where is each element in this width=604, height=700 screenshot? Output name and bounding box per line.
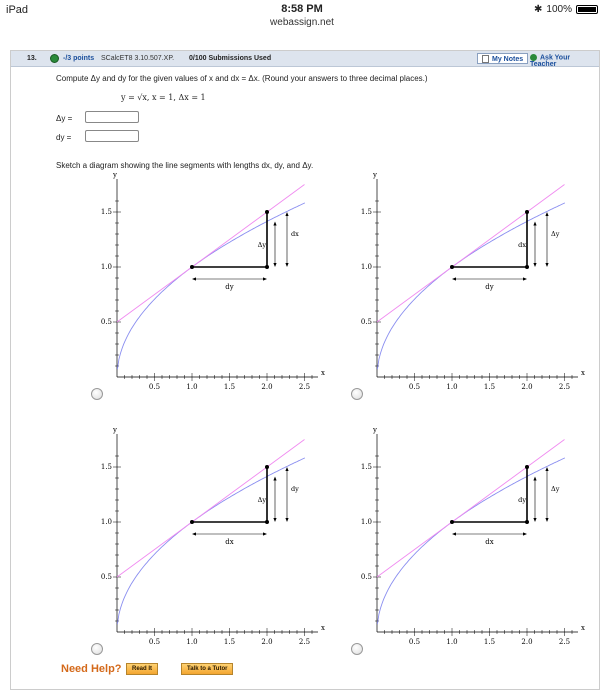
y-axis-label: y <box>373 426 377 434</box>
graph-option-3[interactable] <box>97 426 327 651</box>
outer-label: Δy <box>551 485 560 493</box>
point-top <box>525 210 529 214</box>
x-tick-label: 2.5 <box>298 638 311 646</box>
inner-label: Δy <box>257 241 266 249</box>
x-tick-label: 0.5 <box>148 638 161 646</box>
question-prompt: Compute Δy and dy for the given values of x and dx = Δx. (Round your answers to three decimal places.) <box>56 74 428 83</box>
outer-arrow-head-bottom <box>285 518 288 522</box>
sketch-prompt: Sketch a diagram showing the line segments with lengths dx, dy, and Δy. <box>56 161 314 170</box>
point-corner <box>525 520 529 524</box>
my-notes-button[interactable]: My Notes <box>477 53 528 64</box>
x-tick-label: 0.5 <box>408 383 421 391</box>
y-tick-label: 1.5 <box>100 208 112 216</box>
horizontal-arrow-head-left <box>452 277 456 280</box>
outer-arrow-head-bottom <box>285 263 288 267</box>
x-tick-label: 1.0 <box>186 383 198 391</box>
dy-input[interactable] <box>85 130 139 142</box>
points-label: -/3 points <box>63 55 95 62</box>
x-axis-label: x <box>581 369 585 377</box>
question-panel <box>10 50 600 690</box>
point-corner <box>265 265 269 269</box>
dy-label: dy = <box>56 133 72 142</box>
outer-label: Δy <box>551 230 560 238</box>
point-start <box>450 520 454 524</box>
question-number: 13. <box>27 55 37 62</box>
graph-option-4[interactable] <box>357 426 587 651</box>
y-tick-label: 1.0 <box>100 263 112 271</box>
x-tick-label: 2.0 <box>521 383 533 391</box>
outer-arrow-head-bottom <box>545 518 548 522</box>
outer-arrow-head-bottom <box>545 263 548 267</box>
graph-option-1[interactable] <box>97 171 327 396</box>
inner-label: dy <box>518 496 526 504</box>
battery-icon <box>576 5 598 14</box>
x-axis-label: x <box>321 624 325 632</box>
point-start <box>450 265 454 269</box>
x-tick-label: 2.0 <box>261 383 273 391</box>
inner-arrow-head-top <box>533 221 536 225</box>
y-tick-label: 0.5 <box>360 318 372 326</box>
battery-percent: 100% <box>546 4 572 15</box>
horizontal-label: dx <box>225 538 234 546</box>
x-tick-label: 2.5 <box>558 638 571 646</box>
clock: 8:58 PM <box>281 3 323 15</box>
read-it-button[interactable]: Read It <box>126 663 158 675</box>
y-tick-label: 1.0 <box>360 518 372 526</box>
x-tick-label: 2.5 <box>558 383 571 391</box>
device-label: iPad <box>6 4 29 16</box>
point-start <box>190 520 194 524</box>
y-tick-label: 1.5 <box>360 208 372 216</box>
x-tick-label: 0.5 <box>148 383 161 391</box>
inner-arrow-head-bottom <box>533 518 536 522</box>
horizontal-label: dy <box>225 283 234 291</box>
outer-arrow-head-top <box>285 467 288 471</box>
graph-option-2[interactable] <box>357 171 587 396</box>
inner-arrow-head-top <box>533 476 536 480</box>
y-tick-label: 1.5 <box>360 463 372 471</box>
inner-arrow-head-top <box>273 221 276 225</box>
y-tick-label: 0.5 <box>360 573 372 581</box>
outer-arrow-head-top <box>545 467 548 471</box>
inner-arrow-head-bottom <box>533 263 536 267</box>
x-tick-label: 2.0 <box>261 638 273 646</box>
y-tick-label: 0.5 <box>100 318 112 326</box>
x-axis-label: x <box>321 369 325 377</box>
tangent-line <box>117 440 305 578</box>
inner-arrow-head-top <box>273 476 276 480</box>
sqrt-curve <box>117 203 305 369</box>
url-bar[interactable]: webassign.net <box>270 17 334 28</box>
outer-label: dx <box>291 230 299 238</box>
inner-label: dx <box>518 241 526 249</box>
bluetooth-icon: ✱ <box>534 4 543 15</box>
sqrt-curve <box>377 203 565 369</box>
outer-arrow-head-top <box>285 212 288 216</box>
question-header <box>11 51 599 67</box>
horizontal-arrow-head-right <box>263 532 267 535</box>
need-help-label: Need Help? <box>61 663 122 675</box>
x-tick-label: 0.5 <box>408 638 421 646</box>
y-tick-label: 1.0 <box>360 263 372 271</box>
horizontal-arrow-head-left <box>192 277 196 280</box>
horizontal-arrow-head-left <box>452 532 456 535</box>
y-axis-label: y <box>113 171 117 179</box>
delta-y-label: Δy = <box>56 114 73 123</box>
x-tick-label: 1.5 <box>223 638 236 646</box>
delta-y-input[interactable] <box>85 111 139 123</box>
point-top <box>265 210 269 214</box>
horizontal-arrow-head-right <box>263 277 267 280</box>
sqrt-curve <box>377 458 565 624</box>
sqrt-curve <box>117 458 305 624</box>
point-start <box>190 265 194 269</box>
horizontal-label: dy <box>485 283 494 291</box>
y-tick-label: 0.5 <box>100 573 112 581</box>
status-dot-icon <box>50 54 59 63</box>
submissions-used: 0/100 Submissions Used <box>189 55 272 62</box>
given-formula: y = √x, x = 1, Δx = 1 <box>121 93 206 102</box>
y-tick-label: 1.5 <box>100 463 112 471</box>
tangent-line <box>377 185 565 323</box>
x-tick-label: 1.0 <box>186 638 198 646</box>
tangent-line <box>117 185 305 323</box>
ask-teacher-icon <box>530 54 537 61</box>
inner-label: Δy <box>257 496 266 504</box>
x-tick-label: 1.5 <box>483 638 496 646</box>
inner-arrow-head-bottom <box>273 518 276 522</box>
x-tick-label: 2.0 <box>521 638 533 646</box>
horizontal-arrow-head-right <box>523 277 527 280</box>
x-tick-label: 1.0 <box>446 383 458 391</box>
x-tick-label: 1.5 <box>223 383 236 391</box>
outer-label: dy <box>291 485 299 493</box>
point-corner <box>265 520 269 524</box>
ask-teacher-label: Ask Your Teacher <box>530 54 571 69</box>
tangent-line <box>377 440 565 578</box>
horizontal-arrow-head-right <box>523 532 527 535</box>
x-tick-label: 2.5 <box>298 383 311 391</box>
y-axis-label: y <box>373 171 377 179</box>
x-tick-label: 1.5 <box>483 383 496 391</box>
point-top <box>525 465 529 469</box>
y-tick-label: 1.0 <box>100 518 112 526</box>
ask-teacher-button[interactable] <box>526 53 599 69</box>
status-bar <box>0 0 604 40</box>
outer-arrow-head-top <box>545 212 548 216</box>
point-corner <box>525 265 529 269</box>
horizontal-label: dx <box>485 538 494 546</box>
talk-to-tutor-button[interactable]: Talk to a Tutor <box>181 663 233 675</box>
x-axis-label: x <box>581 624 585 632</box>
battery-status <box>534 4 598 15</box>
inner-arrow-head-bottom <box>273 263 276 267</box>
y-axis-label: y <box>113 426 117 434</box>
horizontal-arrow-head-left <box>192 532 196 535</box>
x-tick-label: 1.0 <box>446 638 458 646</box>
question-code: SCalcET8 3.10.507.XP. <box>101 55 175 62</box>
point-top <box>265 465 269 469</box>
